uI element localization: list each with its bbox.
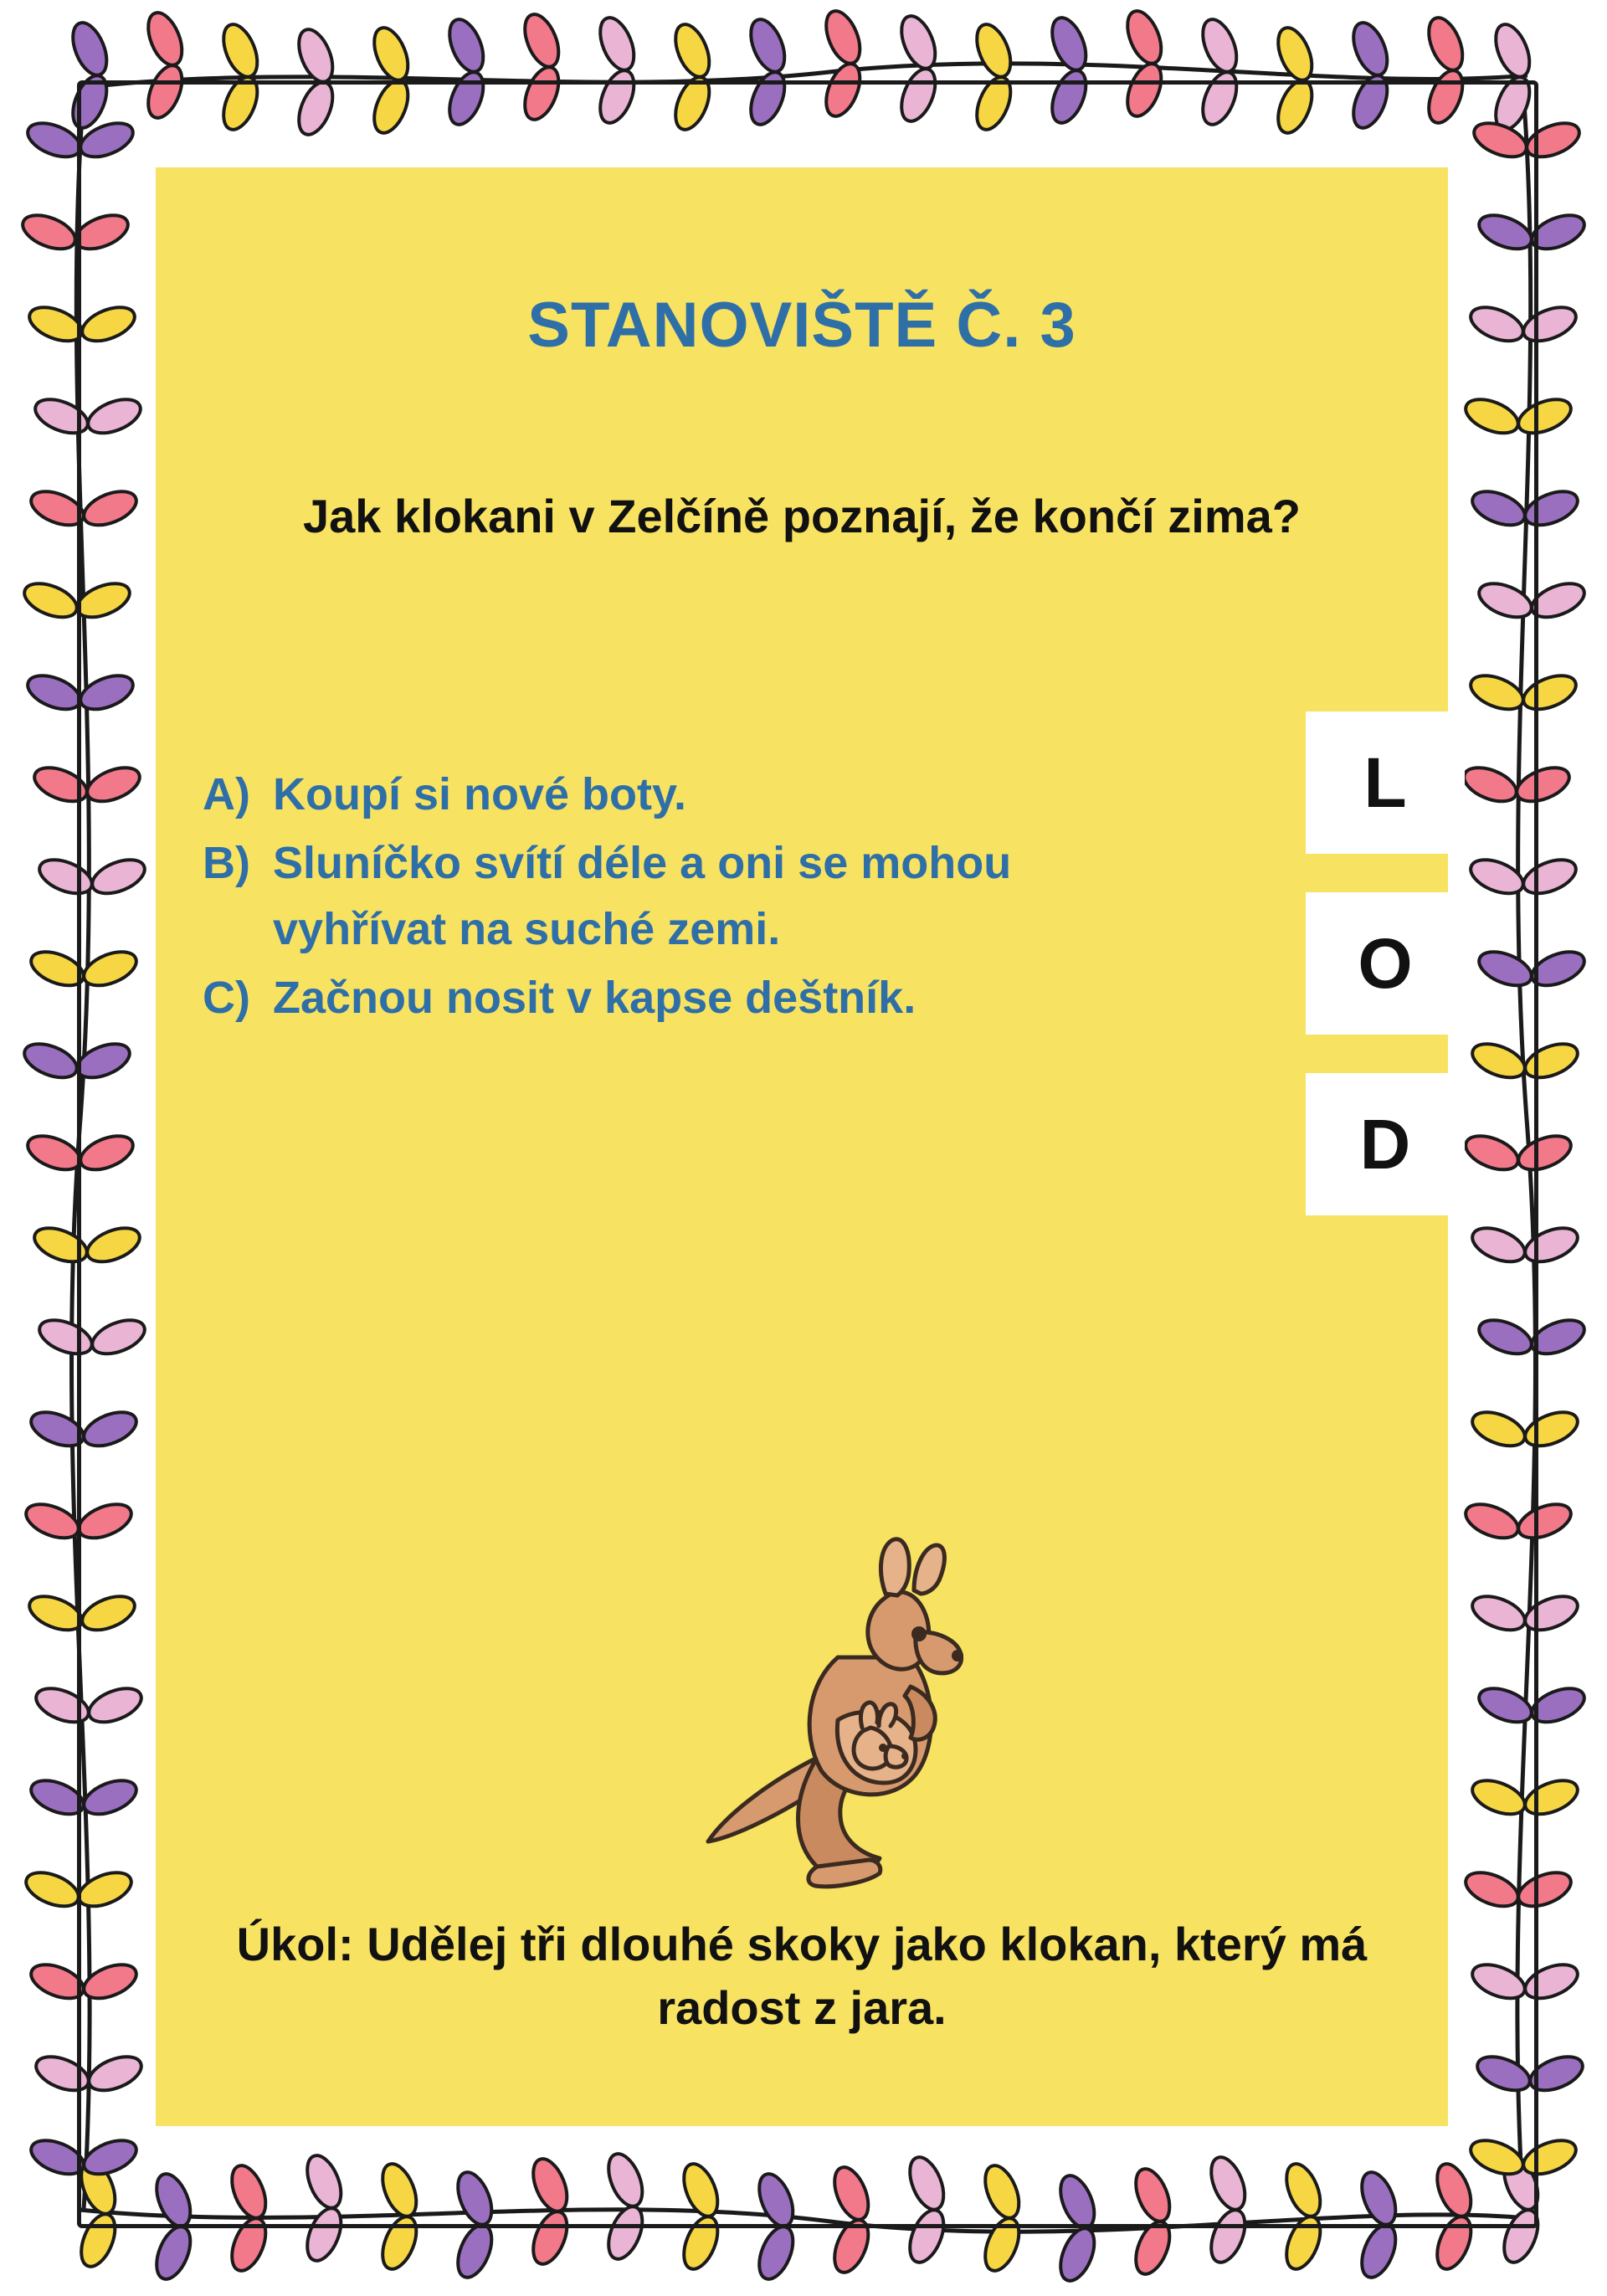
letter-tile-3[interactable]: D <box>1306 1073 1465 1215</box>
kangaroo-with-joey-icon <box>691 1507 1026 1892</box>
letter-tile-1[interactable]: L <box>1306 711 1465 854</box>
yellow-card <box>156 167 1448 2126</box>
question-text: Jak klokani v Zelčíně poznají, že končí zima? <box>303 490 1301 542</box>
answer-option-b[interactable] <box>203 830 1123 962</box>
answer-option-a[interactable] <box>203 762 1123 827</box>
answer-text-b: Sluníčko svítí déle a oni se mohou vyhřívat na suché zemi. <box>273 838 1012 954</box>
task-text: Úkol: Udělej tři dlouhé skoky jako klokan, který má radost z jara. <box>236 1918 1368 2034</box>
answer-list <box>203 762 1123 1034</box>
answer-option-c[interactable] <box>203 965 1123 1030</box>
letter-tile-group <box>1306 711 1481 1254</box>
answer-letter-b: B) <box>203 838 250 889</box>
answer-letter-c: C) <box>203 972 250 1023</box>
answer-text-c: Začnou nosit v kapse deštník. <box>273 972 916 1023</box>
answer-text-a: Koupí si nové boty. <box>273 769 687 819</box>
page-title: STANOVIŠTĚ Č. 3 <box>527 290 1076 361</box>
letter-tile-2[interactable]: O <box>1306 892 1465 1035</box>
answer-letter-a: A) <box>203 769 250 819</box>
